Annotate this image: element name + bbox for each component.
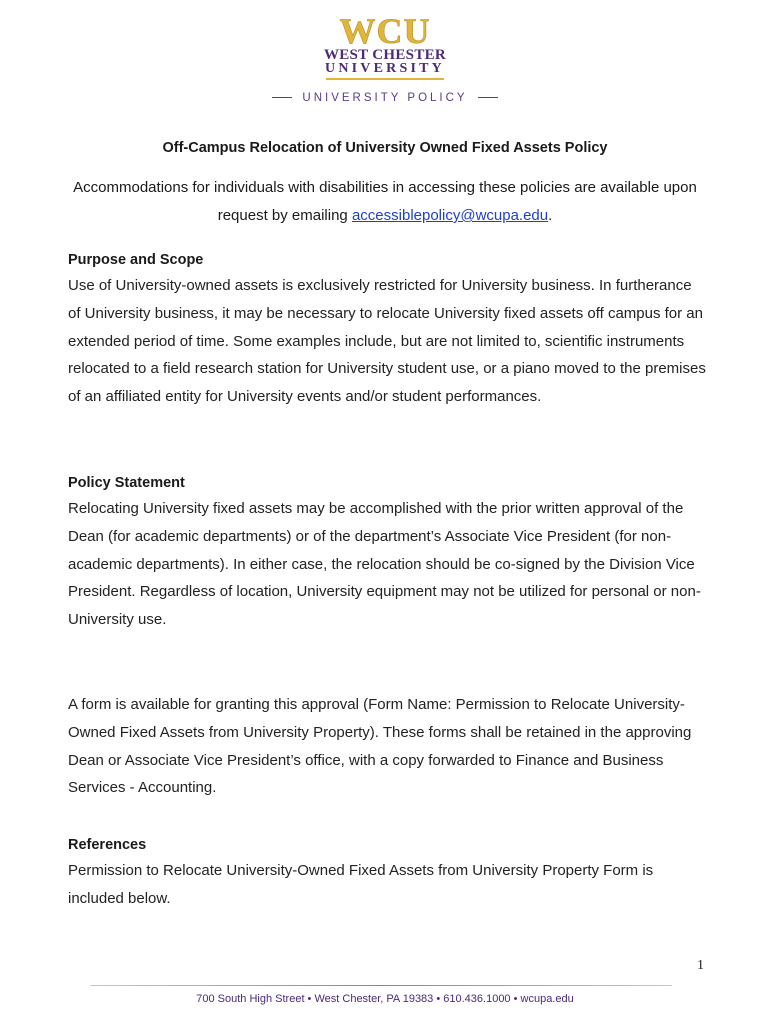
banner-text: UNIVERSITY POLICY <box>302 92 468 104</box>
policy-heading: Policy Statement <box>68 475 185 491</box>
accessibility-period: . <box>548 207 553 224</box>
accessibility-email-link[interactable]: accessiblepolicy@wcupa.edu <box>351 207 549 224</box>
form-paragraph-section <box>68 691 708 802</box>
purpose-section <box>68 248 708 411</box>
logo-underline <box>326 78 444 80</box>
banner-dash-right <box>478 97 498 98</box>
footer-address: 700 South High Street • West Chester, PA 19383 • 610.436.1000 • wcupa.edu <box>196 993 574 1005</box>
logo-west-chester: WEST CHESTER <box>323 47 447 63</box>
purpose-body: Use of University-owned assets is exclusively restricted for University business. In furtherance of University business, it may be necessary to relocate University fixed assets off campus for an extended period of time. Some examples include, but are not limited to, scientific instruments relocated to a field research station for University student use, or a piano moved to the premises of an affiliated entity for University events and/or student performances. <box>68 277 706 406</box>
policy-form-body: A form is available for granting this approval (Form Name: Permission to Relocate University-Owned Fixed Assets from University Property). These forms shall be retained in the approving Dean or Associate Vice President’s office, with a copy forwarded to Finance and Business Services - Accounting. <box>68 696 692 797</box>
footer-divider <box>90 985 672 986</box>
accessibility-text: Accommodations for individuals with disabilities in accessing these policies are available upon request by emailing <box>73 179 697 224</box>
document-title: Off-Campus Relocation of University Owned Fixed Assets Policy <box>162 140 608 156</box>
logo-mark: WCU <box>339 11 431 51</box>
university-logo <box>0 11 770 80</box>
policy-banner <box>0 92 770 104</box>
logo-university: UNIVERSITY <box>325 61 445 76</box>
policy-body: Relocating University fixed assets may be accomplished with the prior written approval of the Dean (for academic departments) or of the department’s Associate Vice President (for non-academic departments). In either case, the relocation should be co-signed by the Division Vice President. Regardless of location, University equipment may not be utilized for personal or non-University use. <box>68 500 701 629</box>
page-number: 1 <box>697 958 704 973</box>
purpose-heading: Purpose and Scope <box>68 252 204 268</box>
policy-section <box>68 471 708 634</box>
references-body: Permission to Relocate University-Owned Fixed Assets from University Property Form is included below. <box>68 862 654 907</box>
accessibility-notice <box>60 174 710 230</box>
banner-dash-left <box>272 97 292 98</box>
references-section <box>68 833 708 913</box>
references-heading: References <box>68 837 147 853</box>
